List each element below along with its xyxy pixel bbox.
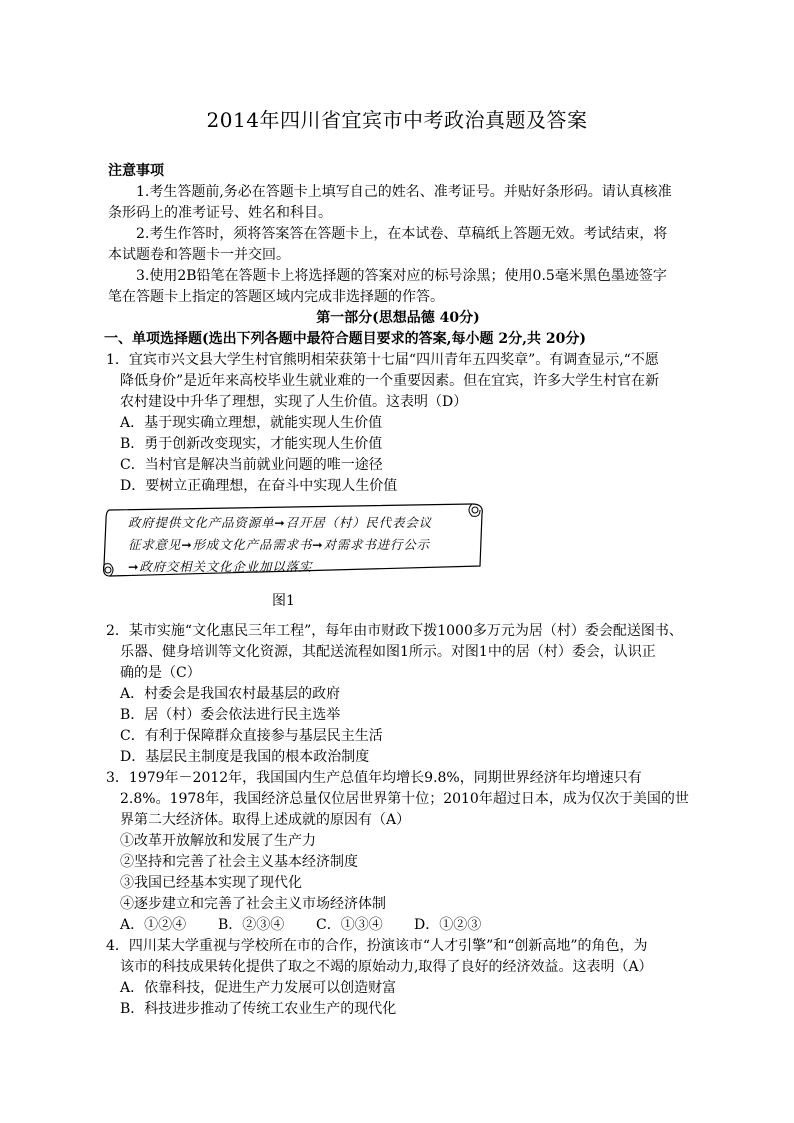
question-2-stem-line-3: 确的是（C） xyxy=(120,665,201,681)
question-2-option-c: C．有利于保障群众直接参与基层民主生活 xyxy=(120,728,383,744)
question-2-option-a: A．村委会是我国农村最基层的政府 xyxy=(120,686,341,702)
question-4-option-a: A．依靠科技，促进生产力发展可以创造财富 xyxy=(120,980,397,996)
question-4-option-b: B．科技进步推动了传统工农业生产的现代化 xyxy=(120,1001,397,1017)
part1-heading: 第一部分(思想品德 40分) xyxy=(316,310,480,326)
question-3-stem-line-1: 3．1979年－2012年，我国国内生产总值年均增长9.8%，同期世界经济年均增速只有 xyxy=(106,770,642,786)
question-3-option-b: B．②③④ xyxy=(218,917,285,933)
note-3-line-2: 笔在答题卡上指定的答题区域内完成非选择题的作答。 xyxy=(108,289,444,305)
question-1-stem-line-1: 1．宜宾市兴文县大学生村官熊明相荣获第十七届“四川青年五四奖章”。有调查显示,“不愿 xyxy=(106,352,659,368)
question-3-stem-line-3: 界第二大经济体。取得上述成就的原因有（A） xyxy=(120,812,411,828)
question-3-option-a: A．①②④ xyxy=(120,917,187,933)
question-2 xyxy=(106,621,686,768)
question-1-stem-line-3: 农村建设中升华了理想，实现了人生价值。这表明（D） xyxy=(120,394,468,410)
question-1-option-c: C．当村官是解决当前就业问题的唯一途径 xyxy=(120,457,383,473)
figure-1-text xyxy=(128,512,468,578)
note-2-line-1: 2.考生作答时，须将答案答在答题卡上，在本试卷、草稿纸上答题无效。考试结束，将 xyxy=(136,226,668,242)
document-title: 2014年四川省宜宾市中考政治真题及答案 xyxy=(206,108,588,132)
question-4-stem-line-2: 该市的科技成果转化提供了取之不竭的原始动力,取得了良好的经济效益。这表明（A） xyxy=(120,959,653,975)
question-3-stem-line-2: 2.8%。1978年，我国经济总量仅位居世界第十位；2010年超过日本，成为仅次于美国的世 xyxy=(120,791,689,807)
figure-1-line-1: 政府提供文化产品资源单➞召开居（村）民代表会议 xyxy=(128,515,432,530)
note-1-line-2: 条形码上的准考证号、姓名和科目。 xyxy=(108,205,332,221)
notes-section xyxy=(108,161,688,308)
question-3-option-c: C．①③④ xyxy=(316,917,383,933)
question-2-stem-line-2: 乐器、健身培训等文化资源，其配送流程如图1所示。对图1中的居（村）委会，认识正 xyxy=(120,644,656,660)
question-2-option-b: B．居（村）委会依法进行民主选举 xyxy=(120,707,341,723)
question-3-item-3: ③我国已经基本实现了现代化 xyxy=(120,875,302,891)
note-2-line-2: 本试题卷和答题卡一并交回。 xyxy=(108,247,290,263)
question-3-item-2: ②坚持和完善了社会主义基本经济制度 xyxy=(120,854,358,870)
question-1-option-b: B．勇于创新改变现实，才能实现人生价值 xyxy=(120,436,383,452)
question-1 xyxy=(106,350,686,497)
question-4-stem-line-1: 4．四川某大学重视与学校所在市的合作，扮演该市“人才引擎”和“创新高地”的角色，为 xyxy=(106,938,648,954)
question-3 xyxy=(106,768,689,936)
note-1-line-1: 1.考生答题前,务必在答题卡上填写自己的姓名、准考证号。并贴好条形码。请认真核准 xyxy=(136,184,672,200)
question-2-stem-line-1: 2．某市实施“文化惠民三年工程”，每年由市财政下拨1000多万元为居（村）委会配送图书、 xyxy=(106,623,683,639)
question-1-stem-line-2: 降低身价”是近年来高校毕业生就业难的一个重要因素。但在宜宾，许多大学生村官在新 xyxy=(120,373,660,389)
question-3-option-d: D．①②③ xyxy=(414,917,482,933)
notes-heading: 注意事项 xyxy=(108,163,164,179)
question-4 xyxy=(106,936,686,1020)
question-3-item-4: ④逐步建立和完善了社会主义市场经济体制 xyxy=(120,896,386,912)
figure-1-line-2: 征求意见➞形成文化产品需求书➞对需求书进行公示 xyxy=(128,537,430,552)
note-3-line-1: 3.使用2B铅笔在答题卡上将选择题的答案对应的标号涂黑；使用0.5毫米黑色墨迹签字 xyxy=(136,268,667,284)
question-2-option-d: D．基层民主制度是我国的根本政治制度 xyxy=(120,749,370,765)
question-1-option-d: D．要树立正确理想，在奋斗中实现人生价值 xyxy=(120,478,398,494)
figure-1-caption: 图1 xyxy=(272,593,295,609)
question-3-options xyxy=(106,915,686,936)
figure-1-scroll xyxy=(100,500,484,580)
figure-1-line-3: ➞政府交相关文化企业加以落实 xyxy=(128,559,313,574)
question-3-item-1: ①改革开放解放和发展了生产力 xyxy=(120,833,316,849)
question-1-option-a: A．基于现实确立理想，就能实现人生价值 xyxy=(120,415,383,431)
section-heading: 一、单项选择题(选出下列各题中最符合题目要求的答案,每小题 2分,共 20分) xyxy=(104,331,586,347)
